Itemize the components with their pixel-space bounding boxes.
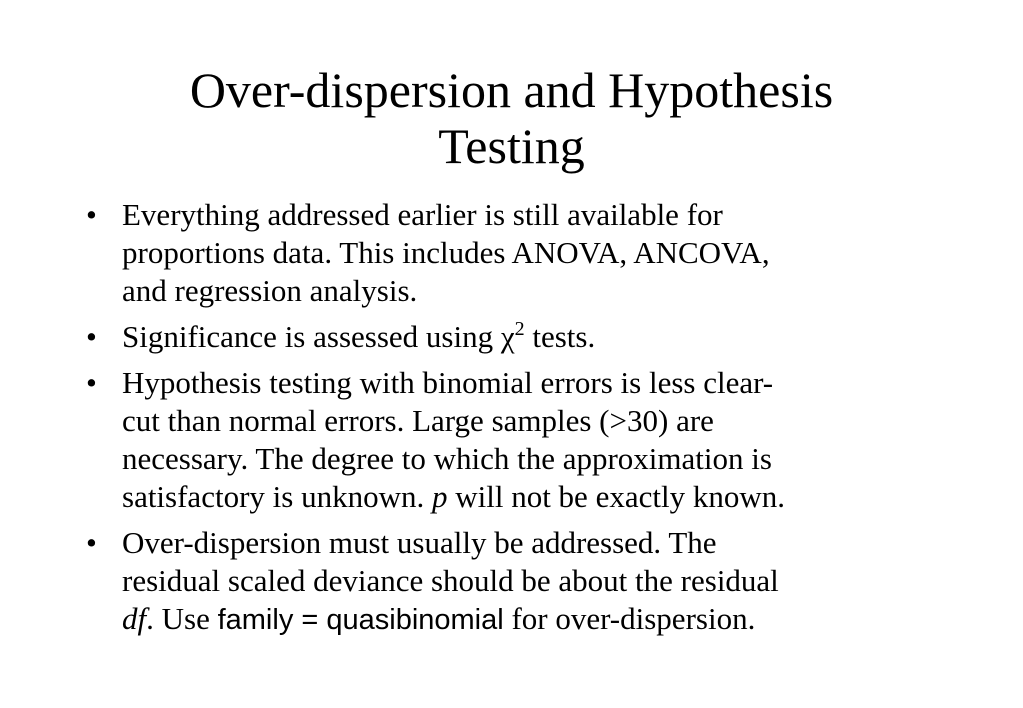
bullet-item-2 [86,318,926,356]
bullet-list [86,196,926,647]
bullet-item-3 [86,364,926,516]
bullet-3-last-suffix: will not be exactly known. [447,479,785,514]
bullet-4-last-mid: . Use [146,601,218,636]
bullet-2-line-1 [122,318,926,356]
bullet-3-line-1: Hypothesis testing with binomial errors is less clear- [122,365,774,400]
title-line-1: Over-dispersion and Hypothesis [189,62,834,118]
bullet-dot-icon: • [86,365,97,400]
slide-title [0,62,1023,174]
bullet-1-line-1: Everything addressed earlier is still available for [122,197,723,232]
bullet-1-line-3: and regression analysis. [122,273,418,308]
bullet-item-1 [86,196,926,310]
bullet-dot-icon: • [86,525,97,560]
bullet-1-line-2: proportions data. This includes ANOVA, ANCOVA, [122,235,770,270]
chi-symbol: χ [500,319,515,354]
bullet-4-line-2: residual scaled deviance should be about the residual [122,563,779,598]
bullet-3-line-2: cut than normal errors. Large samples (>30) are [122,403,714,438]
df-variable: df [122,601,147,636]
title-line-2: Testing [438,118,585,174]
bullet-3-last-prefix: satisfactory is unknown. [122,479,432,514]
bullet-3-line-3: necessary. The degree to which the approximation is [122,441,772,476]
p-variable: p [431,479,448,514]
bullet-4-last-suffix: for over-dispersion. [503,601,756,636]
bullet-2-prefix: Significance is assessed using [122,319,501,354]
bullet-item-4 [86,524,926,639]
bullet-2-suffix: tests. [524,319,596,354]
bullet-dot-icon: • [86,197,97,232]
bullet-4-line-1: Over-dispersion must usually be addressed. The [122,525,717,560]
bullet-3-line-4 [122,478,926,516]
chi-superscript: 2 [514,318,525,340]
code-family-quasibinomial: family = quasibinomial [217,604,504,636]
bullet-dot-icon: • [86,319,97,354]
bullet-4-line-3 [122,600,926,639]
